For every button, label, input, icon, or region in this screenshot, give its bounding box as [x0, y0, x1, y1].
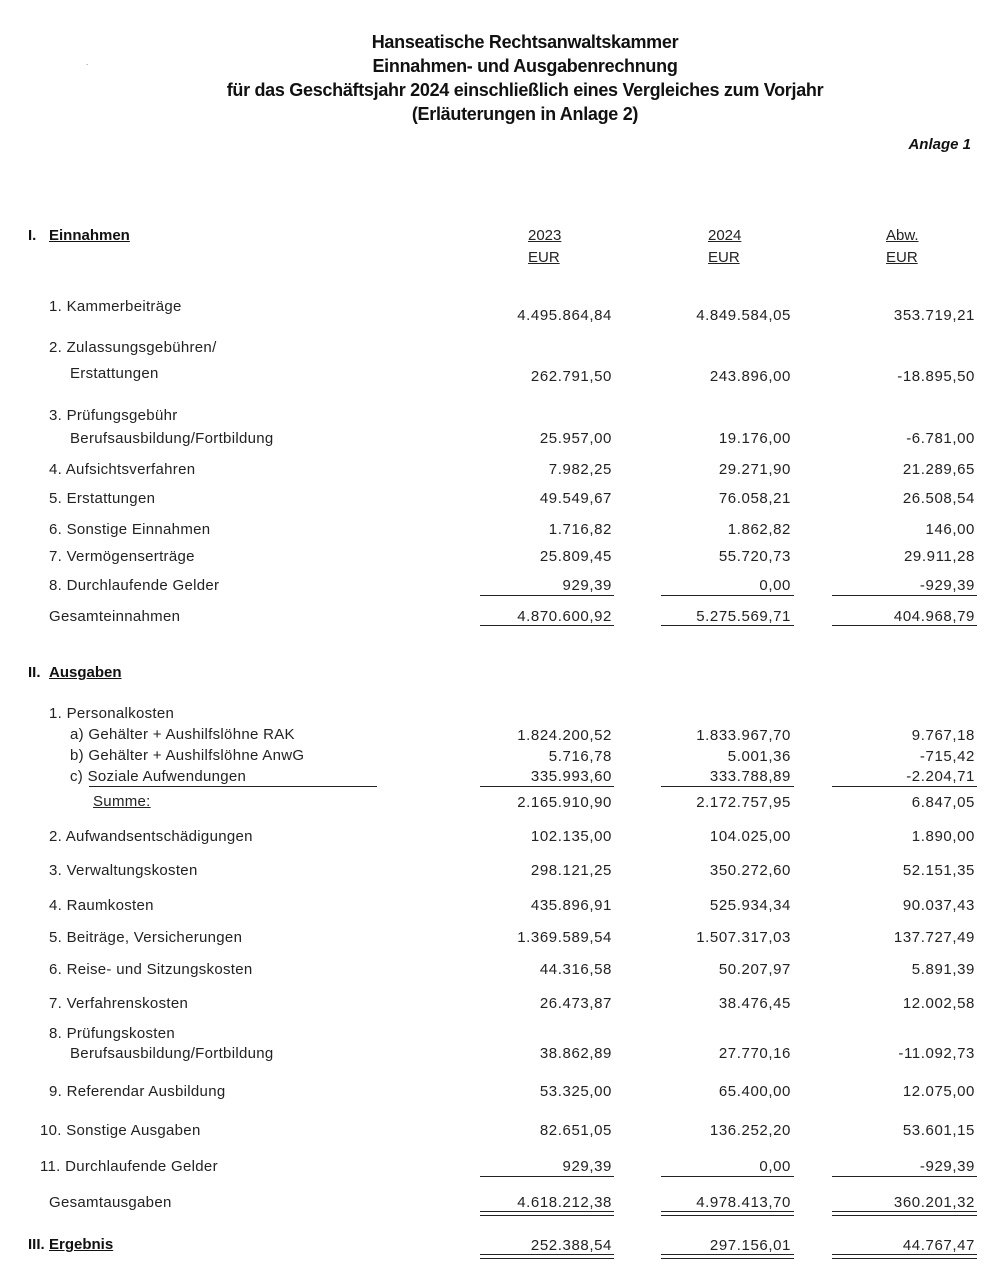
value-2024: 5.001,36: [727, 748, 791, 765]
value-2024: 1.507.317,03: [696, 929, 791, 946]
value-deviation: 12.002,58: [902, 995, 975, 1012]
row-label: 1. Kammerbeiträge: [49, 298, 182, 315]
value-2023: 38.862,89: [539, 1045, 612, 1062]
row-label: 8. Durchlaufende Gelder: [49, 577, 220, 594]
value-deviation: 137.727,49: [893, 929, 975, 946]
value-deviation: 146,00: [925, 521, 975, 538]
value-deviation: -2.204,71: [906, 768, 975, 785]
value-2023: 44.316,58: [539, 961, 612, 978]
total-deviation: 404.968,79: [893, 608, 975, 625]
total-double-rule: [661, 1211, 794, 1216]
value-2024: 136.252,20: [709, 1122, 791, 1139]
value-2023: 5.716,78: [548, 748, 612, 765]
row-label: 6. Sonstige Einnahmen: [49, 521, 211, 538]
value-2023: 335.993,60: [530, 768, 612, 785]
subtotal-rule: [832, 786, 977, 787]
personnel-sub-label: a) Gehälter + Aushilfslöhne RAK: [70, 726, 295, 743]
row-label: 9. Referendar Ausbildung: [49, 1083, 226, 1100]
subtotal-rule: [480, 1176, 614, 1177]
value-2024: 1.833.967,70: [696, 727, 791, 744]
value-2023: 435.896,91: [530, 897, 612, 914]
row-label-continued: Erstattungen: [70, 365, 159, 382]
row-label: 5. Beiträge, Versicherungen: [49, 929, 243, 946]
document-title: Einnahmen- und Ausgabenrechnung: [372, 56, 678, 76]
value-2023: 1.824.200,52: [517, 727, 612, 744]
column-header-2023: 2023: [528, 227, 562, 244]
value-2024: 1.862,82: [727, 521, 791, 538]
attachment-label: Anlage 1: [908, 136, 971, 153]
value-2023: 929,39: [562, 1158, 612, 1175]
value-2024: 55.720,73: [718, 548, 791, 565]
value-2024: 65.400,00: [718, 1083, 791, 1100]
value-2023: 7.982,25: [548, 461, 612, 478]
value-deviation: -715,42: [919, 748, 975, 765]
value-2024: 19.176,00: [718, 430, 791, 447]
total-2024: 4.978.413,70: [696, 1194, 791, 1211]
total-rule: [832, 625, 977, 626]
row-label: 7. Vermögenserträge: [49, 548, 195, 565]
sub-prefix: c): [70, 768, 88, 785]
subtotal-rule: [661, 786, 794, 787]
stray-mark: .: [86, 58, 89, 67]
value-deviation: 5.891,39: [911, 961, 975, 978]
document-note: (Erläuterungen in Anlage 2): [411, 104, 639, 124]
value-2023: 102.135,00: [530, 828, 612, 845]
value-deviation: -11.092,73: [898, 1045, 975, 1062]
total-income-label: Gesamteinnahmen: [49, 608, 181, 625]
value-deviation: 90.037,43: [902, 897, 975, 914]
total-rule: [480, 625, 614, 626]
value-2023: 262.791,50: [530, 368, 612, 385]
total-double-rule: [832, 1211, 977, 1216]
value-2024: 2.172.757,95: [696, 794, 791, 811]
column-unit-2023: EUR: [528, 249, 560, 266]
section-title: Ausgaben: [49, 664, 122, 681]
personnel-sub-label: b) Gehälter + Aushilfslöhne AnwG: [70, 747, 305, 764]
total-double-rule: [480, 1211, 614, 1216]
value-deviation: 52.151,35: [902, 862, 975, 879]
total-expenses-label: Gesamtausgaben: [49, 1194, 172, 1211]
column-header-2024: 2024: [708, 227, 742, 244]
total-rule: [661, 625, 794, 626]
value-2023: 53.325,00: [539, 1083, 612, 1100]
document-subtitle: für das Geschäftsjahr 2024 einschließlich eines Vergleiches zum Vorjahr: [226, 80, 824, 100]
value-2023: 298.121,25: [530, 862, 612, 879]
subtotal-rule: [480, 786, 614, 787]
sub-label-underlined: Soziale Aufwendungen: [87, 768, 247, 785]
row-label: 11. Durchlaufende Gelder: [40, 1158, 218, 1175]
subtotal-rule: [832, 595, 977, 596]
value-2024: 50.207,97: [718, 961, 791, 978]
org-name: Hanseatische Rechtsanwaltskammer: [371, 32, 679, 52]
row-label: 3. Verwaltungskosten: [49, 862, 198, 879]
result-2024: 297.156,01: [709, 1237, 791, 1254]
subtotal-rule: [480, 595, 614, 596]
result-double-rule: [661, 1254, 794, 1259]
value-2024: 243.896,00: [709, 368, 791, 385]
row-label: 4. Aufsichtsverfahren: [49, 461, 196, 478]
value-2023: 929,39: [562, 577, 612, 594]
personnel-sum-label: Summe:: [93, 793, 151, 810]
result-deviation: 44.767,47: [902, 1237, 975, 1254]
value-deviation: 26.508,54: [902, 490, 975, 507]
value-deviation: 1.890,00: [911, 828, 975, 845]
section-number: I.: [28, 227, 37, 244]
value-deviation: -929,39: [919, 1158, 975, 1175]
value-deviation: 29.911,28: [903, 548, 975, 565]
value-2023: 82.651,05: [539, 1122, 612, 1139]
value-2024: 525.934,34: [709, 897, 791, 914]
row-label: 10. Sonstige Ausgaben: [40, 1122, 201, 1139]
row-label: 2. Zulassungsgebühren/: [49, 339, 217, 356]
section-number: II.: [28, 664, 41, 681]
value-2024: 27.770,16: [718, 1045, 791, 1062]
value-2023: 25.957,00: [539, 430, 612, 447]
column-header-deviation: Abw.: [886, 227, 919, 244]
value-deviation: 21.289,65: [902, 461, 975, 478]
value-deviation: 6.847,05: [911, 794, 975, 811]
value-2023: 4.495.864,84: [517, 307, 612, 324]
value-2023: 25.809,45: [539, 548, 612, 565]
column-unit-2024: EUR: [708, 249, 740, 266]
value-deviation: -929,39: [919, 577, 975, 594]
value-2024: 0,00: [759, 577, 791, 594]
value-2023: 26.473,87: [539, 995, 612, 1012]
section-number: III.: [28, 1236, 45, 1253]
value-deviation: 9.767,18: [911, 727, 975, 744]
label-underline: [89, 786, 377, 787]
value-deviation: 353.719,21: [893, 307, 975, 324]
section-title: Einnahmen: [49, 227, 130, 244]
value-2024: 4.849.584,05: [696, 307, 791, 324]
row-label-continued: Berufsausbildung/Fortbildung: [70, 430, 274, 447]
value-2023: 49.549,67: [539, 490, 612, 507]
value-2024: 76.058,21: [718, 490, 791, 507]
value-deviation: -6.781,00: [906, 430, 975, 447]
value-2024: 38.476,45: [718, 995, 791, 1012]
value-deviation: -18.895,50: [897, 368, 975, 385]
value-2024: 104.025,00: [709, 828, 791, 845]
personnel-sub-label: [70, 768, 246, 785]
row-label: 4. Raumkosten: [49, 897, 154, 914]
value-2023: 1.716,82: [548, 521, 612, 538]
value-2024: 333.788,89: [709, 768, 791, 785]
row-label: 6. Reise- und Sitzungskosten: [49, 961, 253, 978]
column-unit-deviation: EUR: [886, 249, 918, 266]
value-deviation: 12.075,00: [902, 1083, 975, 1100]
value-deviation: 53.601,15: [902, 1122, 975, 1139]
value-2023: 2.165.910,90: [517, 794, 612, 811]
value-2023: 1.369.589,54: [517, 929, 612, 946]
subtotal-rule: [832, 1176, 977, 1177]
row-label-continued: Berufsausbildung/Fortbildung: [70, 1045, 274, 1062]
subtotal-rule: [661, 595, 794, 596]
row-label: 8. Prüfungskosten: [49, 1025, 176, 1042]
subtotal-rule: [661, 1176, 794, 1177]
result-double-rule: [480, 1254, 614, 1259]
total-2023: 4.870.600,92: [517, 608, 612, 625]
total-2024: 5.275.569,71: [696, 608, 791, 625]
row-label: 2. Aufwandsentschädigungen: [49, 828, 253, 845]
total-deviation: 360.201,32: [893, 1194, 975, 1211]
value-2024: 350.272,60: [709, 862, 791, 879]
personnel-costs-label: 1. Personalkosten: [49, 705, 175, 722]
total-2023: 4.618.212,38: [517, 1194, 612, 1211]
result-2023: 252.388,54: [530, 1237, 612, 1254]
result-double-rule: [832, 1254, 977, 1259]
value-2024: 29.271,90: [718, 461, 791, 478]
row-label: 5. Erstattungen: [49, 490, 156, 507]
row-label: 7. Verfahrenskosten: [49, 995, 189, 1012]
value-2024: 0,00: [759, 1158, 791, 1175]
section-title: Ergebnis: [49, 1236, 114, 1253]
row-label: 3. Prüfungsgebühr: [49, 407, 178, 424]
